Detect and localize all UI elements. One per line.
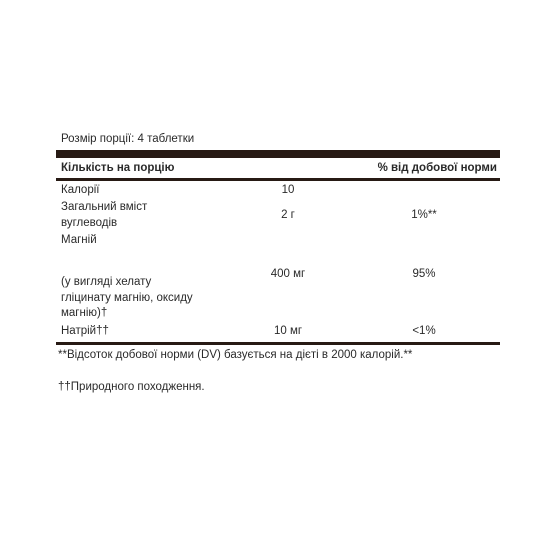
nutrient-name: Калорії <box>61 184 100 196</box>
footnote-daily-value: **Відсоток добової норми (DV) базується на дієті в 2000 калорій.** <box>58 349 413 361</box>
supplement-facts-panel <box>56 128 500 395</box>
nutrient-row-magnesium <box>56 231 500 323</box>
serving-size: Розмір порції: 4 таблетки <box>61 133 195 145</box>
nutrient-amount: 400 мг <box>270 268 306 280</box>
footnote-natural-origin: ††Природного походження. <box>58 381 205 393</box>
nutrient-name-line1: Загальний вміст <box>61 201 148 213</box>
nutrient-name: Магній <box>61 234 97 246</box>
nutrient-amount: 10 мг <box>273 325 303 337</box>
nutrient-daily-value: 95% <box>412 268 436 280</box>
nutrient-row-carbohydrates <box>56 197 500 231</box>
nutrient-row-calories <box>56 181 500 197</box>
nutrient-amount: 10 <box>281 184 295 196</box>
daily-value-header: % від добової норми <box>377 162 497 174</box>
nutrient-name-line2: вуглеводів <box>61 217 118 229</box>
nutrient-amount: 2 г <box>281 209 295 221</box>
column-header-row <box>56 158 500 178</box>
thick-divider <box>56 150 500 158</box>
footer-divider <box>56 342 500 345</box>
nutrient-row-sodium <box>56 323 500 342</box>
amount-per-serving-header: Кількість на порцію <box>61 162 175 174</box>
nutrient-detail-line3: магнію)† <box>61 307 108 319</box>
nutrient-daily-value: 1%** <box>411 209 437 221</box>
nutrient-name: Натрій†† <box>61 325 109 337</box>
nutrient-detail-line2: гліцинату магнію, оксиду <box>61 292 193 304</box>
nutrient-daily-value: <1% <box>412 325 436 337</box>
nutrient-detail-line1: (у вигляді хелату <box>61 276 152 288</box>
